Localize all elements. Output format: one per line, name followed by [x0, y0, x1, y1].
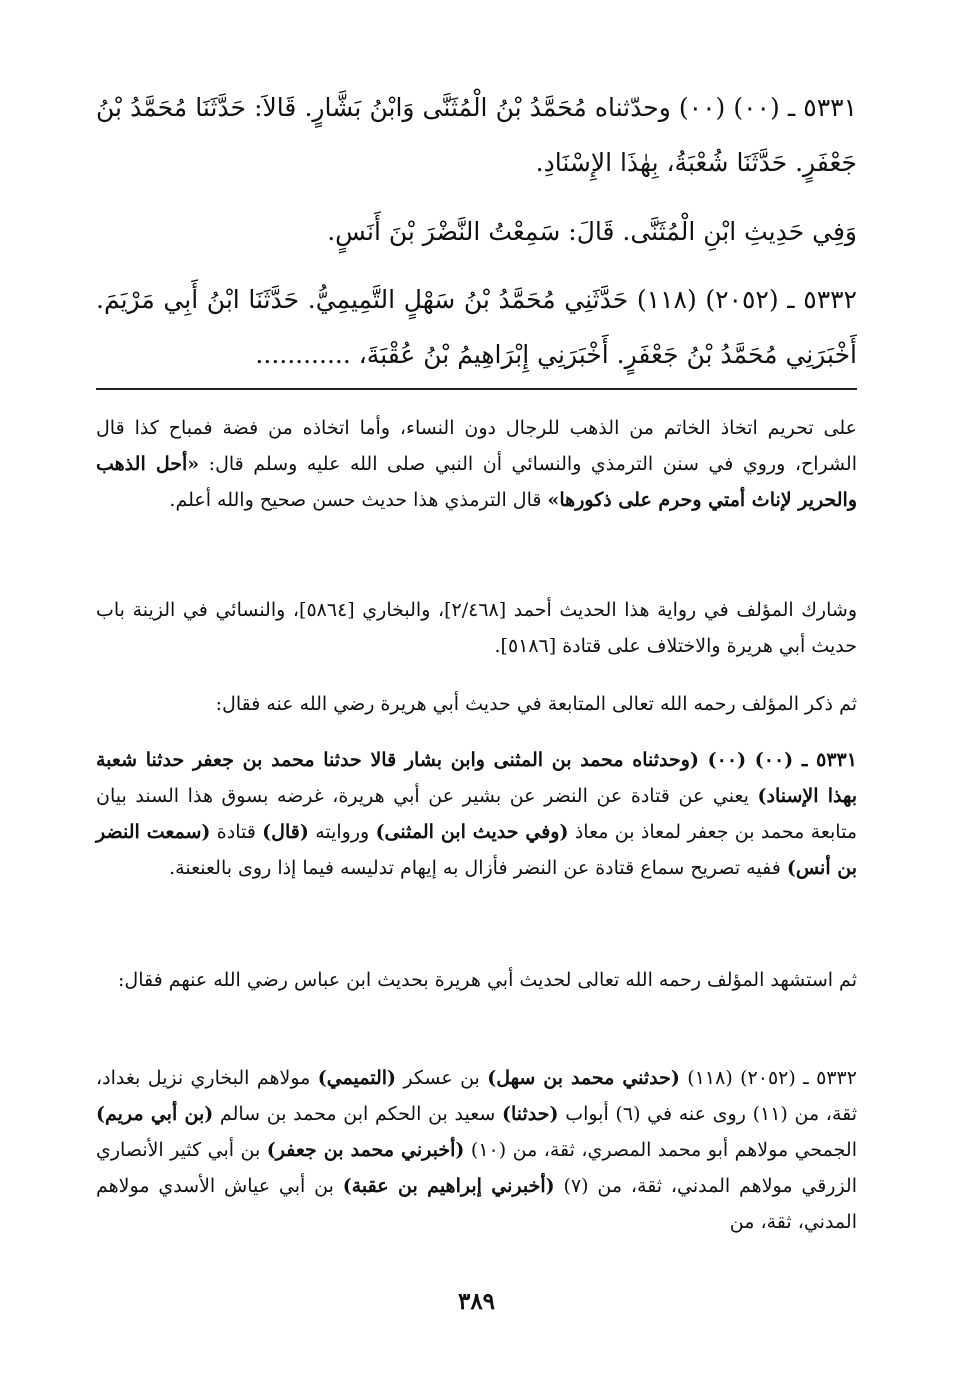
narrator-name: (حدثنا): [502, 1103, 559, 1125]
narrator-name: (أخبرني محمد بن جعفر): [266, 1139, 465, 1161]
hadith-citation: ٥٣٣١ ـ (٠٠) (٠٠) (وحدثناه محمد بن المثنى وابن بشار قالا حدثنا محمد بن جعفر حدثنا شعبة بهذا الإسناد): [96, 749, 858, 807]
hadith-citation: (سمعت النضر بن أنس): [96, 821, 857, 879]
commentary-text: على تحريم اتخاذ الخاتم من الذهب للرجال دون النساء، وأما اتخاذه من فضة فمباح كذا قال الشراح، وروي في سنن الترمذي والنسائي أن النبي صلى الله عليه وسلم قال:: [96, 417, 857, 475]
commentary-text: سعيد بن الحكم ابن محمد بن سالم: [219, 1103, 496, 1125]
commentary-text: وروايته: [315, 821, 370, 843]
commentary-paragraph-1: [96, 410, 857, 518]
narrator-name: (حدثني محمد بن سهل): [487, 1067, 680, 1089]
commentary-paragraph-4: [96, 742, 857, 886]
hadith-5332: ٥٣٣٢ ـ (٢٠٥٢) (١١٨) حَدَّثَنِي مُحَمَّدُ بْنُ سَهْلٍ التَّمِيمِيُّ. حَدَّثَنَا ابْنُ أَبِي مَرْيَمَ. أَخْبَرَنِي مُحَمَّدُ بْنُ جَعْفَرٍ. أَخْبَرَنِي إِبْرَاهِيمُ بْنُ عُقْبَةَ، ............: [96, 285, 857, 369]
commentary-paragraph-5: ثم استشهد المؤلف رحمه الله تعالى لحديث أبي هريرة بحديث ابن عباس رضي الله عنهم فقال:: [118, 969, 857, 991]
commentary-text: بن عسكر: [403, 1067, 480, 1089]
commentary-text: ففيه تصريح سماع قتادة عن النضر فأزال به إيهام تدليسه فيما إذا روى بالعنعنة.: [169, 857, 781, 879]
commentary-paragraph-2: وشارك المؤلف في رواية هذا الحديث أحمد [٢/٤٦٨]، والبخاري [٥٨٦٤]، والنسائي في الزينة باب حديث أبي هريرة والاختلاف على قتادة [٥١٨٦].: [96, 599, 857, 657]
hadith-citation: (قال): [262, 821, 309, 843]
commentary-paragraph-3: ثم ذكر المؤلف رحمه الله تعالى المتابعة في حديث أبي هريرة رضي الله عنه فقال:: [215, 693, 857, 715]
narrator-name: (أخبرني إبراهيم بن عقبة): [342, 1175, 555, 1197]
narrator-name: (التميمي): [317, 1067, 397, 1089]
commentary-text: يعني عن قتادة عن النضر عن بشير عن أبي هريرة، غرضه بسوق هذا السند بيان متابعة محمد بن جعفر لمعاذ بن معاذ: [96, 785, 857, 843]
commentary-text: قتادة: [216, 821, 256, 843]
narrator-name: (بن أبي مريم): [96, 1103, 214, 1125]
hadith-5331-addition: وَفِي حَدِيثِ ابْنِ الْمُثَنَّى. قَالَ: سَمِعْتُ النَّضْرَ بْنَ أَنَسٍ.: [327, 217, 857, 246]
commentary-paragraph-6: [96, 1060, 857, 1240]
footnote-separator: [96, 388, 857, 390]
page-number: ٣٨٩: [457, 1288, 496, 1315]
commentary-text: ٥٣٣٢ ـ (٢٠٥٢) (١١٨): [687, 1067, 857, 1089]
commentary-text: بن أبي كثير الأنصاري الزرقي مولاهم المدني، ثقة، من (٧): [96, 1139, 858, 1197]
hadith-5331: ٥٣٣١ ـ (٠٠) (٠٠) وحدّثناه مُحَمَّدُ بْنُ الْمُثَنَّى وَابْنُ بَشَّارٍ. قَالاَ: حَدَّثَنَا مُحَمَّدُ بْنُ جَعْفَرٍ. حَدَّثَنَا شُعْبَةُ، بِهٰذَا الإِسْنَادِ.: [96, 93, 857, 177]
commentary-text: قال الترمذي هذا حديث حسن صحيح والله أعلم.: [169, 489, 542, 511]
quoted-hadith: «أحل الذهب والحرير لإناث أمتي وحرم على ذكورها»: [96, 453, 857, 511]
commentary-text: مولاهم البخاري نزيل بغداد، ثقة، من (١١) روى عنه في (٦) أبواب: [96, 1067, 858, 1125]
commentary-text: الجمحي مولاهم أبو محمد المصري، ثقة، من (١٠): [470, 1139, 858, 1161]
commentary-text: بن أبي عياش الأسدي مولاهم المدني، ثقة، من: [96, 1175, 857, 1233]
hadith-citation: (وفي حديث ابن المثنى): [375, 821, 569, 843]
